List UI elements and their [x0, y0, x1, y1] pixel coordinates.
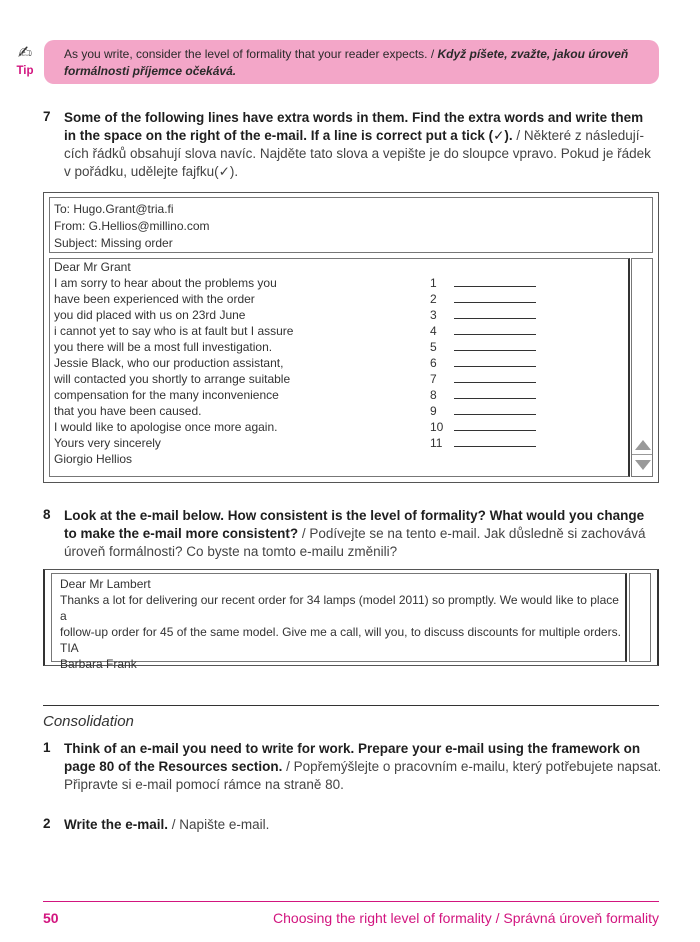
exercise-7-number: 7 [43, 109, 51, 124]
email-line: that you have been caused. [54, 404, 202, 418]
email-scrollbar[interactable] [631, 258, 653, 477]
email-body-line: Thanks a lot for delivering our recent order for 34 lamps (model 2011) so promptly. We would like to place a [60, 593, 619, 623]
answer-blank[interactable] [454, 334, 536, 335]
email-line: have been experienced with the order [54, 292, 255, 306]
email-to: To: Hugo.Grant@tria.fi [54, 202, 174, 216]
email-greeting: Dear Mr Grant [54, 260, 131, 274]
ex8-cz-line2: / Podívejte se na tento e-mail. Jak důsledně si zachovává [301, 526, 646, 541]
exercise-7-instructions [64, 109, 664, 181]
line-number: 7 [430, 372, 437, 386]
tip-text-cz-2: formálnosti příjemce očekává. [64, 64, 237, 78]
tip-box [44, 40, 659, 84]
line-number: 11 [430, 436, 443, 450]
ex7-cz-line3: cích řádků obsahují slova navíc. Najděte tato slova a vepište je do sloupce vpravo. Pokud je řádek [64, 146, 651, 161]
ex8-cz-line3: úroveň formálnosti? Co byste na tomto e-mailu změnili? [64, 544, 398, 559]
line-number: 8 [430, 388, 437, 402]
cons1-en-line1: Think of an e-mail you need to write for work. Prepare your e-mail using the framework on [64, 741, 641, 756]
answer-blank[interactable] [454, 382, 536, 383]
email-scrollbar[interactable] [629, 573, 651, 662]
footer-rule [43, 901, 659, 902]
footer-title: Choosing the right level of formality / Správná úroveň formality [273, 910, 659, 926]
email-window-ex8 [43, 569, 659, 671]
cons1-en-line2: page 80 of the Resources section. [64, 759, 283, 774]
ex7-en-line1: Some of the following lines have extra words in them. Find the extra words and write them [64, 110, 644, 125]
tip-text-en: As you write, consider the level of formality that your reader expects. / [64, 47, 435, 61]
email-closing: TIA [60, 641, 79, 655]
email-line: i cannot yet to say who is at fault but I assure [54, 324, 294, 338]
line-number: 6 [430, 356, 437, 370]
tip-text-cz-1: Když píšete, zvažte, jakou úroveň [437, 47, 629, 61]
email-line: Yours very sincerely [54, 436, 161, 450]
scroll-down-icon[interactable] [635, 460, 651, 470]
email-line: compensation for the many inconvenience [54, 388, 279, 402]
email-line: I am sorry to hear about the problems you [54, 276, 277, 290]
email-header [49, 197, 653, 253]
consolidation-2-text [64, 816, 664, 834]
tip-label: Tip [16, 65, 34, 77]
email-subject: Subject: Missing order [54, 236, 173, 250]
email-line: you did placed with us on 23rd June [54, 308, 246, 322]
cons2-en-line1: Write the e-mail. [64, 817, 169, 832]
answer-blank[interactable] [454, 398, 536, 399]
answer-blank[interactable] [454, 430, 536, 431]
email-window-ex7 [43, 192, 659, 483]
consolidation-1-number: 1 [43, 740, 51, 755]
ex7-en-line2: in the space on the right of the e-mail. If a line is correct put a tick (✓). [64, 128, 513, 143]
answer-blank[interactable] [454, 318, 536, 319]
ex8-en-line1: Look at the e-mail below. How consistent is the level of formality? What would you change [64, 508, 645, 523]
line-number: 5 [430, 340, 437, 354]
email-line: will contacted you shortly to arrange suitable [54, 372, 291, 386]
email-line: you there will be a most full investigation. [54, 340, 273, 354]
line-number: 9 [430, 404, 437, 418]
consolidation-title: Consolidation [43, 713, 134, 730]
exercise-8-instructions [64, 507, 664, 561]
line-number: 10 [430, 420, 444, 434]
cons2-cz-line1: / Napište e-mail. [171, 817, 270, 832]
line-number: 2 [430, 292, 437, 306]
ex7-cz-line4: v pořádku, udělejte fajfku(✓). [64, 164, 239, 179]
tip-marker [12, 44, 38, 78]
answer-blank[interactable] [454, 446, 536, 447]
scroll-up-icon[interactable] [635, 440, 651, 450]
ex7-cz-line2: / Některé z následují- [516, 128, 644, 143]
exercise-8-number: 8 [43, 507, 51, 522]
email-line: I would like to apologise once more again. [54, 420, 278, 434]
email-greeting: Dear Mr Lambert [60, 577, 151, 591]
line-number: 4 [430, 324, 437, 338]
answer-blank[interactable] [454, 366, 536, 367]
email-body-line: follow-up order for 45 of the same model. Give me a call, will you, to discuss discounts for multiple orders. [60, 625, 621, 639]
cons1-cz-line2: / Popřemýšlejte o pracovním e-mailu, který potřebujete napsat. [286, 759, 662, 774]
consolidation-1-text [64, 740, 664, 794]
answer-blank[interactable] [454, 414, 536, 415]
scroll-separator [632, 454, 652, 455]
ex8-en-line2: to make the e-mail more consistent? [64, 526, 299, 541]
page-number: 50 [43, 910, 59, 926]
pen-icon: ✍ [17, 43, 33, 62]
answer-blank[interactable] [454, 302, 536, 303]
cons1-cz-line3: Připravte si e-mail pomocí rámce na straně 80. [64, 777, 344, 792]
email-signature: Barbara Frank [60, 657, 137, 671]
email-line: Jessie Black, who our production assistant, [54, 356, 284, 370]
email-signature: Giorgio Hellios [54, 452, 133, 466]
answer-blank[interactable] [454, 286, 536, 287]
answer-blank[interactable] [454, 350, 536, 351]
line-number: 1 [430, 276, 437, 290]
email-from: From: G.Hellios@millino.com [54, 219, 210, 233]
email-body [49, 258, 630, 477]
section-divider [43, 705, 659, 706]
consolidation-2-number: 2 [43, 816, 51, 831]
email-body-ex8 [51, 573, 627, 671]
line-number: 3 [430, 308, 437, 322]
